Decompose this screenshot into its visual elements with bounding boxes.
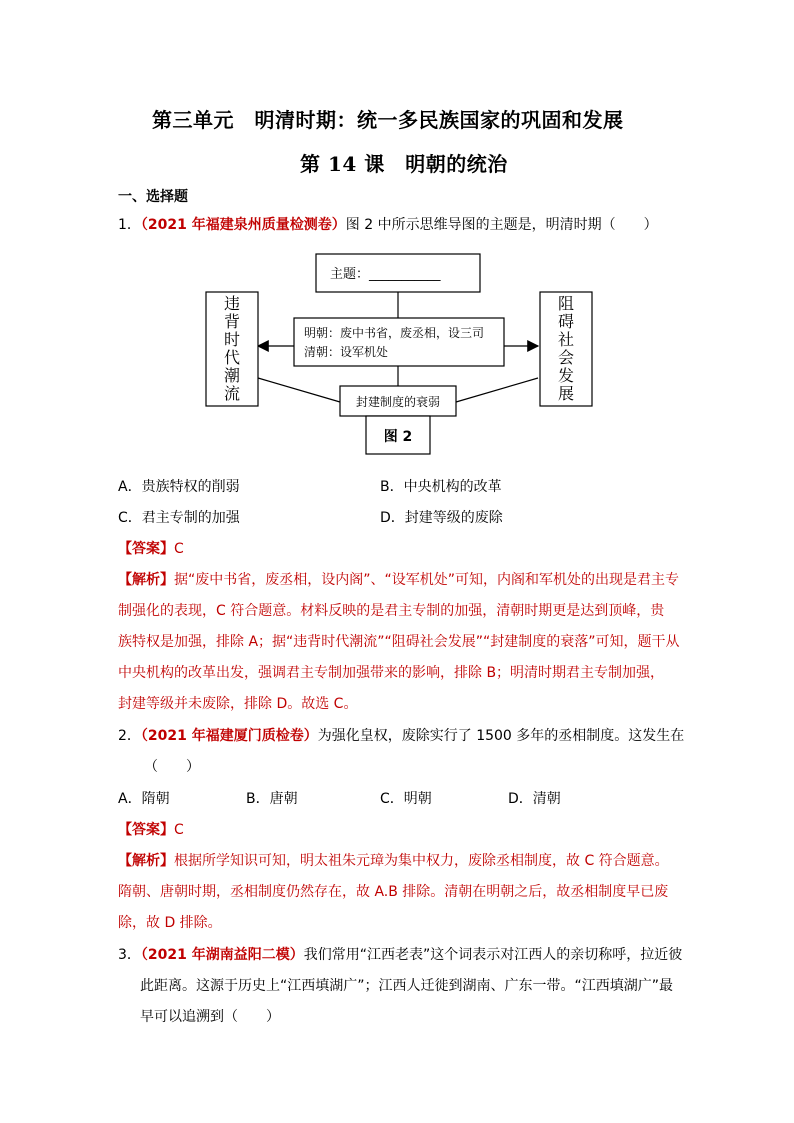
- option-a: A．隋朝: [118, 791, 170, 807]
- analysis-text: 据“废中书省，废丞相，设内阁”、“设军机处”可知，内阁和军机处的出现是君主专: [174, 572, 680, 588]
- question-3: [118, 945, 682, 965]
- option-d: D．封建等级的废除: [380, 510, 503, 526]
- option-c: C．明朝: [380, 791, 432, 807]
- question-number: 1．: [118, 217, 141, 233]
- answer-2: [118, 820, 184, 840]
- analysis-1-line-2: 制强化的表现，C 符合题意。材料反映的是君主专制的加强，清朝时期更是达到顶峰，贵: [118, 603, 665, 619]
- bottom-label: 封建制度的衰弱: [355, 395, 441, 409]
- option-a: A．贵族特权的削弱: [118, 479, 240, 495]
- answer-1: [118, 539, 184, 559]
- option-b: B．唐朝: [246, 791, 298, 807]
- answer-tag: 【答案】: [118, 541, 174, 557]
- option-b: B．中央机构的改革: [380, 479, 502, 495]
- center-line-1: 明朝：废中书省，废丞相，设三司: [304, 326, 485, 340]
- right-char: 展: [557, 384, 575, 403]
- lesson-title: 第 14 课 明朝的统治: [300, 152, 508, 176]
- mind-map-diagram: [0, 0, 794, 470]
- analysis-1-line-1: [118, 570, 679, 590]
- question-3-line-2: 此距离。这源于历史上“江西填湖广”；江西人迁徙到湖南、广东一带。“江西填湖广”最: [140, 978, 674, 994]
- answer-value: C: [174, 541, 184, 557]
- question-3-line-3: 早可以追溯到（ ）: [140, 1009, 280, 1025]
- left-char: 潮: [223, 366, 241, 385]
- analysis-1-line-5: 封建等级并未废除，排除 D。故选 C。: [118, 696, 358, 712]
- analysis-2-line-3: 除，故 D 排除。: [118, 915, 222, 931]
- left-char: 背: [223, 312, 241, 331]
- connector-left-diag: [258, 378, 340, 402]
- option-c: C．君主专制的加强: [118, 510, 240, 526]
- left-char: 代: [223, 348, 241, 367]
- option-d: D．清朝: [508, 791, 561, 807]
- question-stem: 为强化皇权，废除实行了 1500 多年的丞相制度。这发生在: [317, 728, 685, 744]
- right-char: 阻: [557, 294, 575, 313]
- question-2: [118, 726, 684, 746]
- topic-label: 主题：___________: [330, 267, 441, 282]
- analysis-1-line-3: 族特权是加强，排除 A；据“违背时代潮流”“阻碍社会发展”“封建制度的衰落”可知，题干从: [118, 634, 680, 650]
- question-stem: 我们常用“江西老表”这个词表示对江西人的亲切称呼，拉近彼: [303, 947, 683, 963]
- unit-title: 第三单元 明清时期：统一多民族国家的巩固和发展: [152, 108, 624, 132]
- left-char: 违: [223, 294, 241, 313]
- question-number: 3．: [118, 947, 141, 963]
- analysis-2-line-2: 隋朝、唐朝时期，丞相制度仍然存在，故 A.B 排除。清朝在明朝之后，故丞相制度早已废: [118, 884, 669, 900]
- left-char: 时: [223, 330, 241, 349]
- question-2-paren: （ ）: [144, 759, 200, 775]
- question-source: （2021 年湖南益阳二模）: [140, 947, 304, 963]
- right-char: 会: [557, 348, 575, 367]
- section-heading: 一、选择题: [118, 189, 188, 205]
- question-stem: 图 2 中所示思维导图的主题是，明清时期（ ）: [345, 217, 658, 233]
- answer-value: C: [174, 822, 184, 838]
- connector-right-diag: [456, 378, 538, 402]
- center-line-2: 清朝：设军机处: [304, 345, 389, 359]
- right-char: 社: [557, 330, 575, 349]
- analysis-2-line-1: [118, 851, 669, 871]
- figure-caption: 图 2: [383, 429, 413, 445]
- question-source: （2021 年福建厦门质检卷）: [140, 728, 318, 744]
- analysis-1-line-4: 中央机构的改革出发，强调君主专制加强带来的影响，排除 B；明清时期君主专制加强，: [118, 665, 665, 681]
- left-char: 流: [223, 384, 241, 403]
- right-char: 发: [557, 366, 575, 385]
- analysis-tag: 【解析】: [118, 853, 174, 869]
- analysis-text: 根据所学知识可知，明太祖朱元璋为集中权力，废除丞相制度，故 C 符合题意。: [174, 853, 669, 869]
- question-number: 2．: [118, 728, 141, 744]
- answer-tag: 【答案】: [118, 822, 174, 838]
- question-source: （2021 年福建泉州质量检测卷）: [140, 217, 346, 233]
- right-char: 碍: [557, 312, 575, 331]
- analysis-tag: 【解析】: [118, 572, 174, 588]
